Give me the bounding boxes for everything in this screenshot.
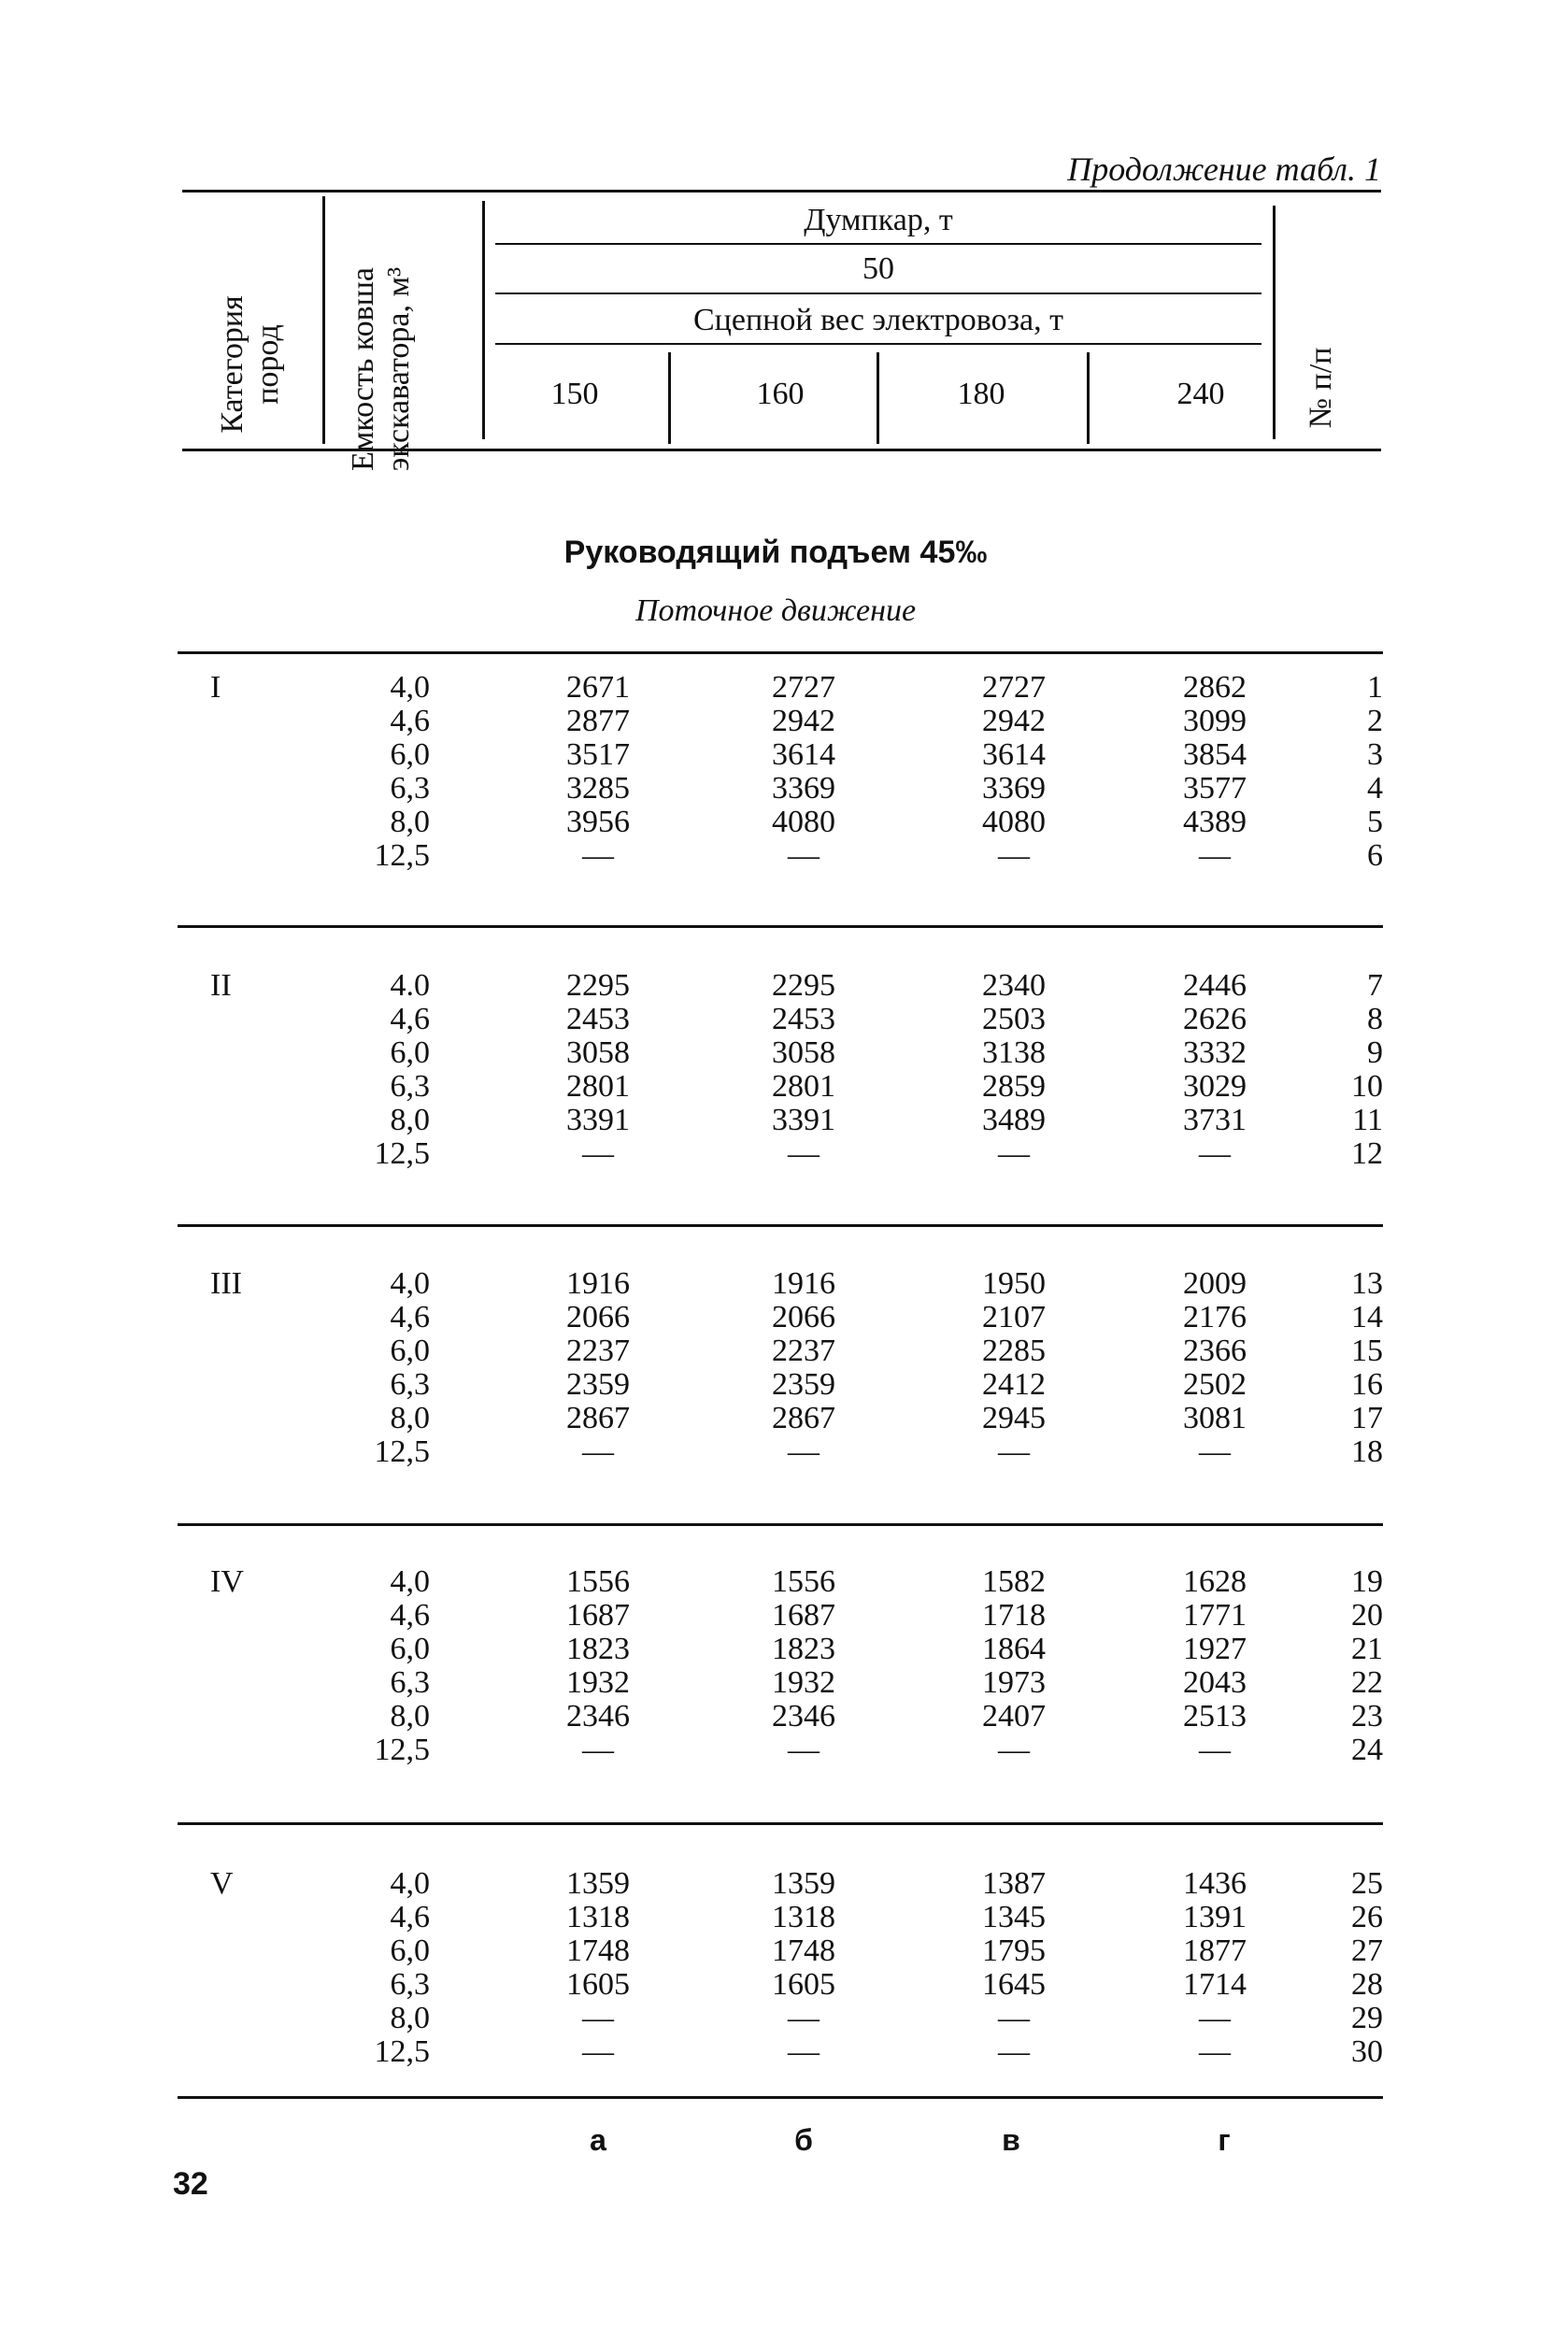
table-cell-col-g: — [1199,2034,1231,2069]
table-cell-rownum: 11 [1352,1103,1383,1137]
table-cell-col-g: 3099 [1183,704,1247,738]
header-loco-180: 180 [957,377,1005,411]
group-rule [178,1523,1383,1526]
table-cell-col-a: 1687 [566,1598,630,1633]
table-cell-col-b: — [788,2001,820,2035]
table-cell-col-a: 2359 [566,1367,630,1402]
table-cell-rownum: 2 [1367,704,1383,738]
section-title: Руководящий подъем 45‰ [563,535,988,570]
category-label: II [210,968,232,1003]
table-cell-rownum: 5 [1367,805,1383,839]
page-number: 32 [173,2166,208,2202]
table-cell-bucket: 4.0 [390,968,430,1003]
table-cell-col-a: 2671 [566,670,630,705]
table-cell-col-a: 2877 [566,704,630,738]
table-cell-col-v: 1864 [982,1632,1046,1666]
table-cell-bucket: 6,0 [390,1632,430,1666]
table-cell-col-g: 1436 [1183,1866,1247,1901]
table-cell-col-a: 2295 [566,968,630,1003]
table-cell-col-v: 1387 [982,1866,1046,1901]
header-rule-value [495,292,1262,294]
table-cell-col-b: 1605 [772,1967,835,2002]
table-cell-col-b: 2359 [772,1367,835,1402]
table-cell-rownum: 22 [1351,1665,1383,1700]
group-rule [178,925,1383,928]
table-cell-bucket: 6,0 [390,1334,430,1368]
table-cell-col-g: — [1199,2001,1231,2035]
table-cell-col-v: 3614 [982,737,1046,772]
table-cell-col-b: 2801 [772,1069,835,1104]
table-cell-bucket: 6,3 [390,1367,430,1402]
table-cell-col-v: 2107 [982,1300,1046,1334]
table-cell-col-b: 1556 [772,1564,835,1599]
table-cell-col-b: 2453 [772,1002,835,1036]
table-cell-rownum: 1 [1367,670,1383,705]
table-cell-rownum: 20 [1351,1598,1383,1633]
table-cell-col-v: — [998,2001,1030,2035]
header-loco-150: 150 [550,377,599,411]
table-cell-col-a: — [582,1136,614,1171]
table-cell-col-g: — [1199,1136,1231,1171]
table-cell-col-v: 2503 [982,1002,1046,1036]
table-cell-bucket: 4,0 [390,1866,430,1901]
table-cell-bucket: 6,3 [390,1665,430,1700]
table-cell-col-a: 3391 [566,1103,630,1137]
table-cell-bucket: 12,5 [374,2034,430,2069]
table-cell-col-g: — [1199,1434,1231,1469]
table-cell-bucket: 4,6 [390,1002,430,1036]
table-cell-col-a: 1932 [566,1665,630,1700]
table-cell-col-g: 1877 [1183,1933,1247,1968]
table-cell-bucket: 4,0 [390,670,430,705]
table-cell-col-v: 3489 [982,1103,1046,1137]
table-cell-col-g: 1391 [1183,1900,1247,1934]
group-rule [178,1224,1383,1227]
header-rule-dumpcar [495,243,1262,245]
table-cell-col-b: 3391 [772,1103,835,1137]
table-cell-rownum: 21 [1351,1632,1383,1666]
table-cell-col-a: 2453 [566,1002,630,1036]
group-rule [178,651,1383,654]
table-cell-col-a: 1318 [566,1900,630,1934]
table-cell-col-v: — [998,1434,1030,1469]
table-cell-rownum: 27 [1351,1933,1383,1968]
table-cell-rownum: 25 [1351,1866,1383,1901]
table-cell-col-v: — [998,838,1030,873]
table-cell-col-v: 2340 [982,968,1046,1003]
table-cell-rownum: 8 [1367,1002,1383,1036]
table-cell-col-a: — [582,2001,614,2035]
table-cell-col-g: 1771 [1183,1598,1247,1633]
table-cell-col-v: 3138 [982,1035,1046,1070]
table-cell-col-b: — [788,2034,820,2069]
table-cell-rownum: 10 [1351,1069,1383,1104]
table-cell-rownum: 30 [1351,2034,1383,2069]
category-label: III [210,1266,242,1301]
table-cell-col-a: 2066 [566,1300,630,1334]
table-cell-col-v: 2859 [982,1069,1046,1104]
table-cell-col-a: 3285 [566,771,630,806]
table-cell-col-a: — [582,838,614,873]
continuation-label: Продолжение табл. 1 [1067,150,1381,188]
table-cell-rownum: 4 [1367,771,1383,806]
table-cell-col-a: 2346 [566,1699,630,1734]
table-cell-col-a: 3058 [566,1035,630,1070]
table-cell-col-b: 2867 [772,1401,835,1435]
header-loco-240: 240 [1176,377,1225,411]
table-cell-col-a: — [582,2034,614,2069]
table-cell-col-a: 3517 [566,737,630,772]
table-cell-col-b: — [788,838,820,873]
table-cell-bucket: 12,5 [374,838,430,873]
table-cell-bucket: 4,6 [390,1900,430,1934]
table-cell-bucket: 6,3 [390,771,430,806]
footer-letter-g: г [1218,2123,1231,2157]
table-cell-col-a: — [582,1733,614,1767]
table-cell-col-g: 4389 [1183,805,1247,839]
table-cell-bucket: 6,3 [390,1967,430,2002]
header-loco-divider-3 [1087,352,1090,444]
table-cell-col-g: 1714 [1183,1967,1247,2002]
header-dumpcar-value: 50 [862,251,894,286]
footer-letter-b: б [794,2123,813,2157]
table-cell-rownum: 12 [1351,1136,1383,1171]
table-cell-bucket: 8,0 [390,2001,430,2035]
table-cell-col-b: 1932 [772,1665,835,1700]
table-cell-col-g: — [1199,1733,1231,1767]
group-rule [178,1822,1383,1825]
table-cell-rownum: 23 [1351,1699,1383,1734]
table-cell-col-b: 2942 [772,704,835,738]
table-cell-rownum: 26 [1351,1900,1383,1934]
table-cell-bucket: 8,0 [390,1401,430,1435]
table-cell-col-b: — [788,1136,820,1171]
table-cell-rownum: 15 [1351,1334,1383,1368]
table-cell-rownum: 3 [1367,737,1383,772]
table-cell-col-b: 1823 [772,1632,835,1666]
table-cell-col-v: 1718 [982,1598,1046,1633]
table-cell-rownum: 17 [1351,1401,1383,1435]
table-cell-col-b: 2237 [772,1334,835,1368]
table-cell-col-v: 2945 [982,1401,1046,1435]
table-cell-col-v: 1950 [982,1266,1046,1301]
table-cell-col-g: 2043 [1183,1665,1247,1700]
table-cell-col-a: 1823 [566,1632,630,1666]
table-cell-col-g: 2513 [1183,1699,1247,1734]
table-cell-col-g: 1628 [1183,1564,1247,1599]
header-category: Категория пород [215,295,285,434]
table-cell-rownum: 14 [1351,1300,1383,1334]
table-cell-col-g: 2446 [1183,968,1247,1003]
table-cell-col-g: 3731 [1183,1103,1247,1137]
table-cell-col-v: 2412 [982,1367,1046,1402]
table-cell-rownum: 7 [1367,968,1383,1003]
category-label: IV [210,1564,244,1599]
table-cell-col-v: 1582 [982,1564,1046,1599]
table-cell-rownum: 16 [1351,1367,1383,1402]
table-cell-bucket: 12,5 [374,1733,430,1767]
footer-letter-a: а [590,2123,606,2157]
table-cell-col-a: 1605 [566,1967,630,2002]
table-cell-rownum: 24 [1351,1733,1383,1767]
table-cell-col-a: 1359 [566,1866,630,1901]
table-cell-bucket: 6,3 [390,1069,430,1104]
header-loco-divider-2 [877,352,879,444]
table-cell-bucket: 12,5 [374,1434,430,1469]
table-cell-bucket: 4,6 [390,1598,430,1633]
table-cell-col-g: 2862 [1183,670,1247,705]
header-loco-160: 160 [756,377,805,411]
table-cell-col-v: 2942 [982,704,1046,738]
table-cell-col-b: 3614 [772,737,835,772]
table-cell-col-v: 2407 [982,1699,1046,1734]
table-cell-col-a: — [582,1434,614,1469]
table-cell-bucket: 6,0 [390,737,430,772]
table-cell-col-g: 2366 [1183,1334,1247,1368]
table-cell-col-a: 1916 [566,1266,630,1301]
table-cell-col-b: 1359 [772,1866,835,1901]
category-label: V [210,1866,234,1901]
table-cell-rownum: 29 [1351,2001,1383,2035]
table-cell-bucket: 8,0 [390,1699,430,1734]
table-cell-rownum: 9 [1367,1035,1383,1070]
table-cell-col-b: 3058 [772,1035,835,1070]
section-subtitle: Поточное движение [634,593,917,628]
table-cell-col-b: 1318 [772,1900,835,1934]
table-cell-col-b: 2727 [772,670,835,705]
table-cell-bucket: 8,0 [390,805,430,839]
table-cell-col-g: 1927 [1183,1632,1247,1666]
table-cell-col-g: 3854 [1183,737,1247,772]
table-cell-col-g: 3029 [1183,1069,1247,1104]
table-cell-rownum: 28 [1351,1967,1383,2002]
table-cell-col-g: 3332 [1183,1035,1247,1070]
table-cell-col-v: 1345 [982,1900,1046,1934]
table-cell-col-b: 1748 [772,1933,835,1968]
table-cell-bucket: 12,5 [374,1136,430,1171]
header-loco-divider-1 [668,352,671,444]
table-cell-bucket: 6,0 [390,1933,430,1968]
table-cell-col-b: — [788,1733,820,1767]
table-cell-col-g: 3081 [1183,1401,1247,1435]
table-cell-col-b: 1916 [772,1266,835,1301]
group-rule [178,2096,1383,2099]
table-cell-col-g: 3577 [1183,771,1247,806]
table-cell-col-b: 1687 [772,1598,835,1633]
table-cell-col-g: 2626 [1183,1002,1247,1036]
header-dumpcar: Думпкар, т [804,203,953,237]
table-cell-col-b: 2346 [772,1699,835,1734]
table-cell-col-v: 4080 [982,805,1046,839]
table-cell-col-a: 2237 [566,1334,630,1368]
table-cell-col-v: 2285 [982,1334,1046,1368]
table-cell-bucket: 4,6 [390,1300,430,1334]
table-cell-col-v: — [998,1136,1030,1171]
header-divider-2 [482,201,485,439]
table-cell-bucket: 4,6 [390,704,430,738]
table-cell-col-a: 2801 [566,1069,630,1104]
header-loco-weight: Сцепной вес электровоза, т [692,303,1063,337]
table-cell-col-v: 2727 [982,670,1046,705]
table-cell-col-v: 1795 [982,1933,1046,1968]
table-cell-col-g: — [1199,838,1231,873]
table-cell-col-a: 2867 [566,1401,630,1435]
table-cell-col-g: 2176 [1183,1300,1247,1334]
table-cell-col-g: 2009 [1183,1266,1247,1301]
table-cell-bucket: 4,0 [390,1564,430,1599]
header-top-rule [182,190,1381,193]
table-cell-col-v: 3369 [982,771,1046,806]
table-cell-col-b: — [788,1434,820,1469]
table-cell-col-b: 2295 [772,968,835,1003]
table-cell-col-b: 4080 [772,805,835,839]
table-cell-bucket: 4,0 [390,1266,430,1301]
header-row-number: № п/п [1304,347,1338,429]
table-cell-col-b: 2066 [772,1300,835,1334]
header-divider-1 [322,196,325,444]
table-cell-rownum: 19 [1351,1564,1383,1599]
table-cell-bucket: 8,0 [390,1103,430,1137]
table-cell-col-v: 1973 [982,1665,1046,1700]
table-cell-col-v: — [998,2034,1030,2069]
table-cell-col-g: 2502 [1183,1367,1247,1402]
table-cell-rownum: 18 [1351,1434,1383,1469]
header-divider-3 [1273,206,1276,439]
table-cell-col-v: 1645 [982,1967,1046,2002]
header-bucket-capacity: Емкость ковша экскаватора, м³ [346,266,416,472]
table-cell-bucket: 6,0 [390,1035,430,1070]
table-cell-rownum: 6 [1367,838,1383,873]
table-cell-col-a: 1556 [566,1564,630,1599]
footer-letter-v: в [1002,2123,1020,2157]
header-rule-loco [495,343,1262,345]
table-cell-col-b: 3369 [772,771,835,806]
table-cell-col-a: 3956 [566,805,630,839]
table-cell-col-a: 1748 [566,1933,630,1968]
table-cell-col-v: — [998,1733,1030,1767]
table-cell-rownum: 13 [1351,1266,1383,1301]
category-label: I [210,670,221,705]
